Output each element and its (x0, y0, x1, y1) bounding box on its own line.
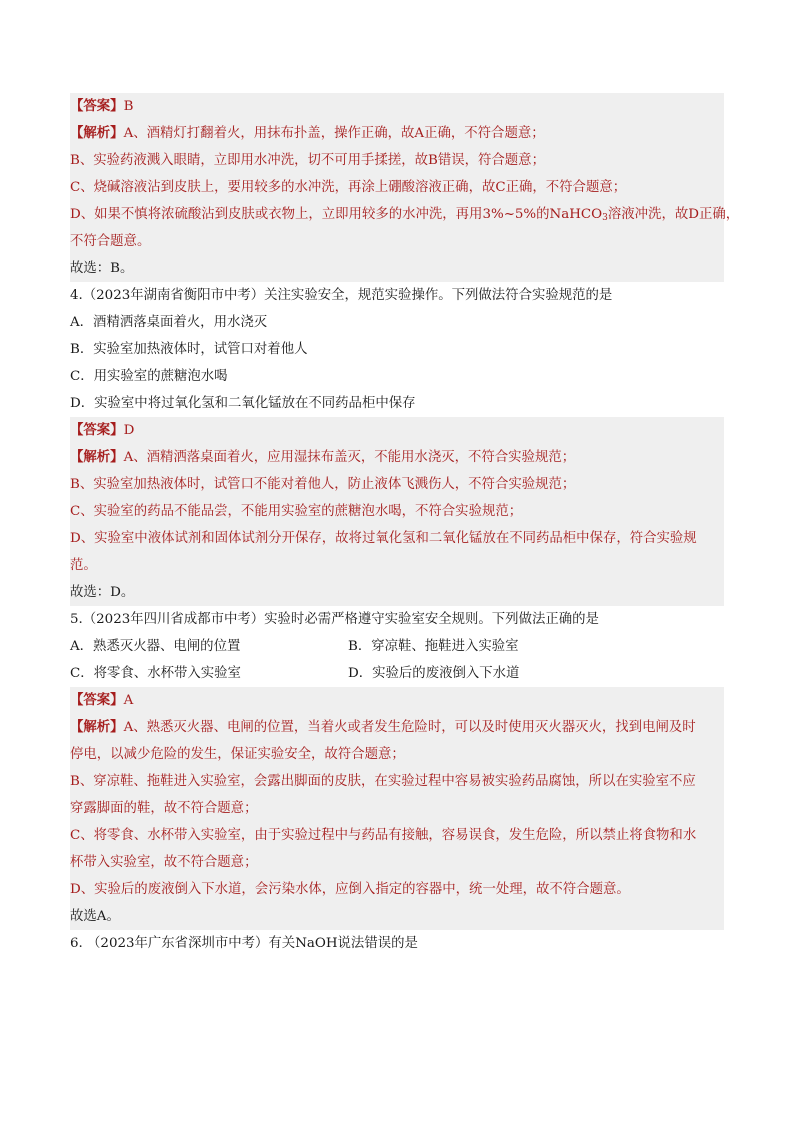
analysis-line-b: B、实验室加热液体时，试管口不能对着他人，防止液体飞溅伤人，不符合实验规范； (70, 477, 576, 492)
answer-label: 【答案】 (70, 98, 124, 114)
analysis-d-part2: 溶液冲洗，故D正确， (607, 207, 740, 222)
answer-label: 【答案】 (70, 692, 124, 708)
option-b: B．实验室加热液体时，试管口对着他人 (70, 342, 308, 357)
answer-line (70, 417, 724, 444)
conclusion: 故选：D。 (70, 585, 135, 600)
question-6 (70, 930, 724, 957)
analysis-line-d: D、实验室中液体试剂和固体试剂分开保存，故将过氧化氢和二氧化锰放在不同药品柜中保存，符合实验规 (70, 531, 697, 546)
page-content (70, 93, 740, 957)
analysis-text: A、熟悉灭火器、电闸的位置，当着火或者发生危险时，可以及时使用灭火器灭火，找到电闸及时 (123, 720, 696, 735)
analysis-line-b: B、穿凉鞋、拖鞋进入实验室，会露出脚面的皮肤，在实验过程中容易被实验药品腐蚀，所以在实验室不应 (70, 774, 696, 789)
question-stem: 4.（2023年湖南省衡阳市中考）关注实验安全，规范实验操作。下列做法符合实验规范的是 (70, 288, 613, 303)
analysis-label: 【解析】 (70, 719, 124, 735)
conclusion: 故选：B。 (70, 261, 134, 276)
answer-value: D (123, 423, 135, 438)
options-row-1 (70, 633, 724, 660)
answer-block-q4 (70, 417, 724, 606)
analysis-line-c: C、将零食、水杯带入实验室，由于实验过程中与药品有接触，容易误食，发生危险，所以禁止将食物和水 (70, 828, 697, 843)
answer-line (70, 93, 724, 120)
answer-value: A (123, 693, 134, 708)
answer-block-q3 (70, 93, 740, 282)
analysis-text: A、酒精灯打翻着火，用抹布扑盖，操作正确，故A正确，不符合题意； (123, 126, 545, 141)
analysis-line-b: B、实验药液溅入眼睛，立即用水冲洗，切不可用手揉搓，故B错误，符合题意； (70, 153, 545, 168)
analysis-line-a (70, 444, 724, 471)
question-stem: 5.（2023年四川省成都市中考）实验时必需严格遵守实验室安全规则。下列做法正确的是 (70, 612, 599, 627)
options-row-2 (70, 660, 724, 687)
option-c: C．用实验室的蔗糖泡水喝 (70, 369, 228, 384)
analysis-line-d: D、实验后的废液倒入下水道，会污染水体，应倒入指定的容器中，统一处理，故不符合题意。 (70, 882, 630, 897)
analysis-line-d-cont: 范。 (70, 558, 97, 573)
option-d: D．实验室中将过氧化氢和二氧化锰放在不同药品柜中保存 (70, 396, 416, 411)
option-b: B．穿凉鞋、拖鞋进入实验室 (348, 639, 519, 654)
answer-block-q5 (70, 687, 724, 930)
analysis-line-a (70, 120, 724, 147)
question-5 (70, 606, 724, 687)
analysis-text: A、酒精洒落桌面着火，应用湿抹布盖灭，不能用水浇灭，不符合实验规范； (123, 450, 576, 465)
analysis-line-d-cont: 不符合题意。 (70, 234, 151, 249)
option-a: A．熟悉灭火器、电闸的位置 (70, 639, 241, 654)
analysis-d-part1: D、如果不慎将浓硫酸沾到皮肤或衣物上，立即用较多的水冲洗，再用3%~5%的NaHCO (70, 207, 603, 222)
analysis-line-c: C、实验室的药品不能品尝，不能用实验室的蔗糖泡水喝，不符合实验规范； (70, 504, 523, 519)
analysis-line-d (70, 201, 740, 228)
answer-label: 【答案】 (70, 422, 124, 438)
option-c: C．将零食、水杯带入实验室 (70, 666, 241, 681)
analysis-line-a-cont: 停电，以减少危险的发生，保证实验安全，故符合题意； (70, 747, 405, 762)
answer-line (70, 687, 724, 714)
option-a: A．酒精洒落桌面着火，用水浇灭 (70, 315, 268, 330)
analysis-line-b-cont: 穿露脚面的鞋，故不符合题意； (70, 801, 258, 816)
analysis-label: 【解析】 (70, 449, 124, 465)
analysis-line-c: C、烧碱溶液沾到皮肤上，要用较多的水冲洗，再涂上硼酸溶液正确，故C正确，不符合题意； (70, 180, 627, 195)
analysis-line-a (70, 714, 724, 741)
answer-value: B (123, 99, 134, 114)
analysis-line-c-cont: 杯带入实验室，故不符合题意； (70, 855, 258, 870)
question-4 (70, 282, 724, 417)
analysis-d-subscript: 3 (602, 213, 608, 223)
option-d: D．实验后的废液倒入下水道 (348, 666, 520, 681)
conclusion: 故选A。 (70, 909, 120, 924)
question-stem: 6. （2023年广东省深圳市中考）有关NaOH说法错误的是 (70, 936, 418, 951)
analysis-label: 【解析】 (70, 125, 124, 141)
